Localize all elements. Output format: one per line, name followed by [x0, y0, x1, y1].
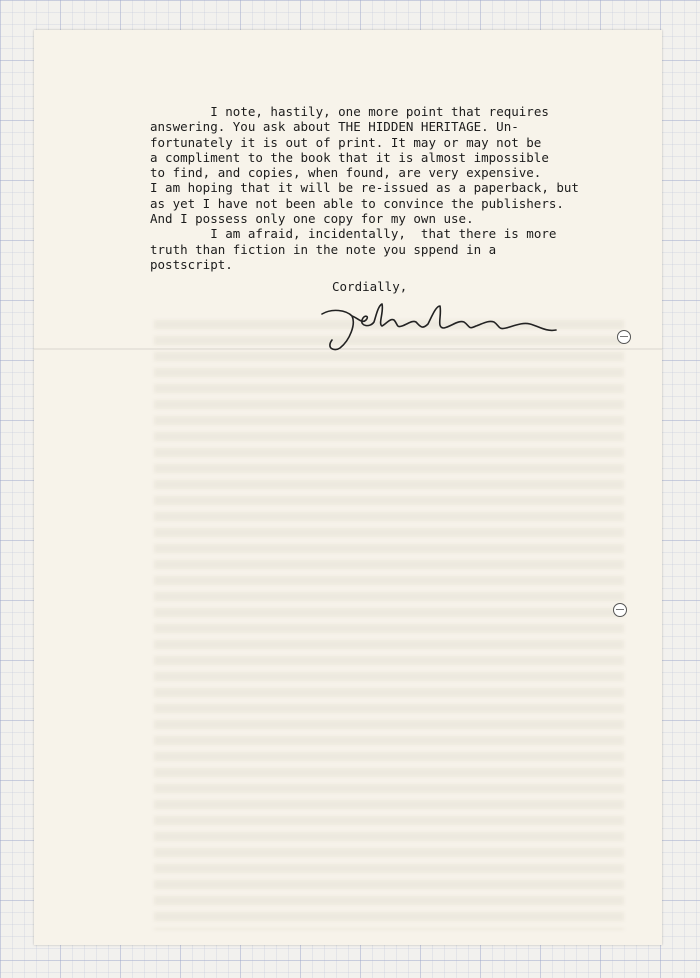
letter-body	[150, 104, 630, 272]
bleed-through-text	[154, 320, 624, 930]
paragraph-1: I note, hastily, one more point that requires answering. You ask about THE HIDDEN HERITAGE. Un- fortunately it is out of print. It may or may not be a compliment to the book that it is almost impossible to find, and copies, when found, are very expensive. I am hoping that it will be re-issued as a paperback, but as yet I have not been able to convince the publishers. And I possess only one copy for my own use.	[150, 104, 579, 227]
handwritten-signature	[312, 296, 572, 356]
punch-hole-top	[617, 330, 631, 344]
closing-salutation: Cordially,	[332, 279, 408, 294]
paragraph-2: I am afraid, incidentally, that there is more truth than fiction in the note you sppend in a postscript.	[150, 226, 557, 272]
punch-hole-bottom	[613, 603, 627, 617]
